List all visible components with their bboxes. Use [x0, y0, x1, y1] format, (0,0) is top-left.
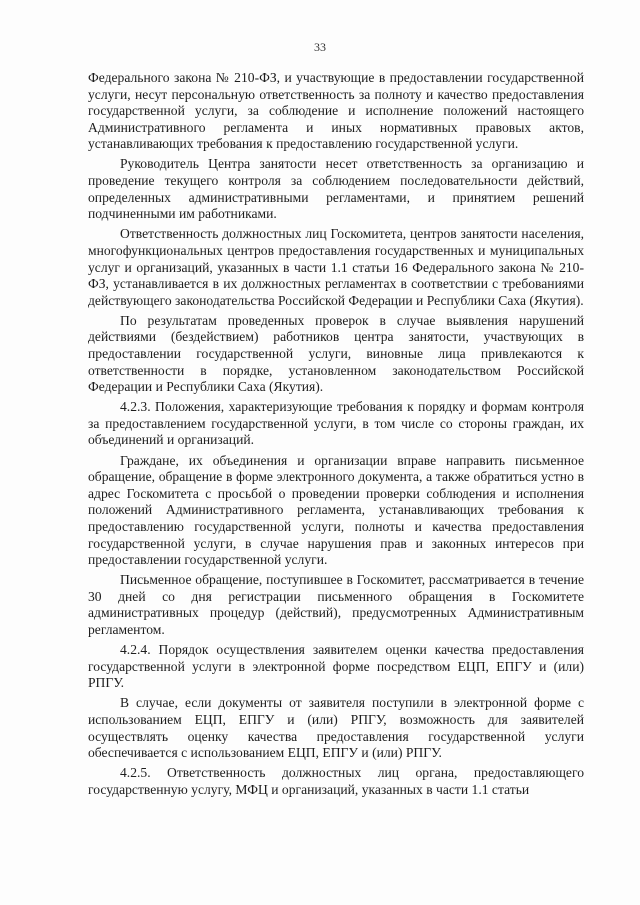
section-paragraph: 4.2.5. Ответственность должностных лиц органа, предоставляющего государственную услугу, МФЦ и организаций, указанных в части 1.1 статьи — [88, 765, 584, 797]
section-paragraph: 4.2.4. Порядок осуществления заявителем оценки качества предоставления государственной услуги в электронной форме посредством ЕЦП, ЕПГУ и (или) РПГУ. — [88, 642, 584, 691]
paragraph: Граждане, их объединения и организации вправе направить письменное обращение, обращение в форме электронного документа, а также обратиться устно в адрес Госкомитета с просьбой о проведении проверки соблюдения и исполнения положений Административного регламента, устанавливающих требования к предоставлению государственной услуги, полноты и качества предоставления государственной услуги, в случае нарушения прав и законных интересов при предоставлении государственной услуги. — [88, 452, 584, 568]
paragraph: В случае, если документы от заявителя поступили в электронной форме с использованием ЕЦП, ЕПГУ и (или) РПГУ, возможность для заявителей осуществлять оценку качества предоставления государственной услуги обеспечивается с использованием ЕЦП, ЕПГУ и (или) РПГУ. — [88, 695, 584, 761]
paragraph: Руководитель Центра занятости несет ответственность за организацию и проведение текущего контроля за соблюдением последовательности действий, определенных административными регламентами, и принятием решений подчиненными им работниками. — [88, 156, 584, 222]
document-body — [88, 70, 584, 802]
paragraph: Письменное обращение, поступившее в Госкомитет, рассматривается в течение 30 дней со дня регистрации письменного обращения в Госкомитете административных процедур (действий), предусмотренных Административным регламентом. — [88, 572, 584, 637]
paragraph: Федерального закона № 210-ФЗ, и участвующие в предоставлении государственной услуги, несут персональную ответственность за полноту и качество предоставления государственной услуги, за соблюдение и исполнение положений настоящего Административного регламента и иных нормативных правовых актов, устанавливающих требования к предоставлению государственной услуги. — [88, 70, 584, 152]
section-paragraph: 4.2.3. Положения, характеризующие требования к порядку и формам контроля за предоставлением государственной услуги, в том числе со стороны граждан, их объединений и организаций. — [88, 399, 584, 448]
page-number: 33 — [314, 40, 326, 54]
paragraph: Ответственность должностных лиц Госкомитета, центров занятости населения, многофункциональных центров предоставления государственных и муниципальных услуг и организаций, указанных в части 1.1 статьи 16 Федерального закона № 210-ФЗ, устанавливается в их должностных регламентах в соответствии с требованиями действующего законодательства Российской Федерации и Республики Саха (Якутия). — [88, 226, 584, 308]
paragraph: По результатам проведенных проверок в случае выявления нарушений действиями (бездействием) работников центра занятости, участвующих в предоставлении государственной услуги, виновные лица привлекаются к ответственности в порядке, установленном законодательством Российской Федерации и Республики Саха (Якутия). — [88, 312, 584, 395]
